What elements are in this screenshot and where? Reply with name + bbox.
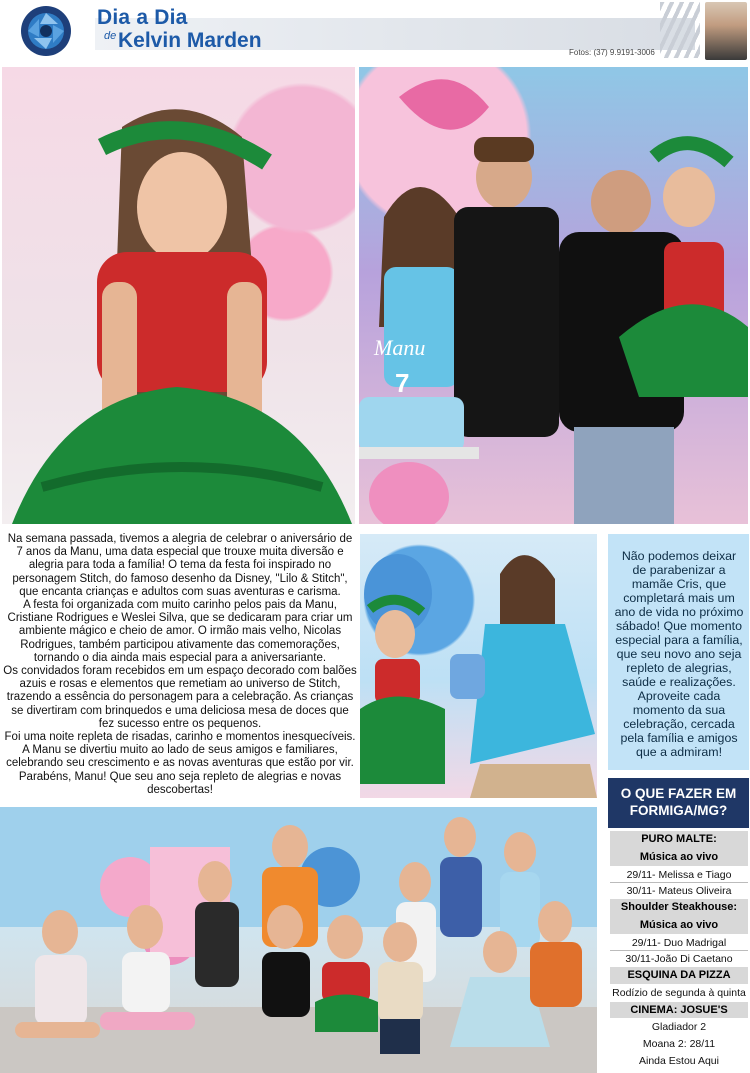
event-line: 30/11-João Di Caetano xyxy=(625,953,733,965)
column-title-line1: Dia a Dia xyxy=(97,6,188,29)
camera-shutter-logo xyxy=(6,4,92,58)
venue-name-cinema-josues: CINEMA: JOSUE'S xyxy=(610,1002,748,1018)
story-paragraph-4: Foi uma noite repleta de risadas, carinho e momentos inesquecíveis. A Manu se divertiu muito ao lado de seus amigos e familiares, celebrando seu crescimento e as novas aventuras que estão por vir. Parabéns, Manu! Que seu ano seja repleto de alegrias e novas descobertas! xyxy=(4,731,356,796)
venue-name-shoulder-steakhouse: Shoulder Steakhouse: xyxy=(610,899,748,916)
event-line: Gladiador 2 xyxy=(651,1021,707,1033)
column-title-line2: Kelvin Marden xyxy=(118,29,262,52)
cake-topper-number: 7 xyxy=(395,368,410,398)
photo-girl-with-mother xyxy=(360,534,597,798)
photo-family-illustration xyxy=(359,67,748,524)
event-line: Moana 2: 28/11 xyxy=(642,1038,716,1050)
photo-family-cake xyxy=(359,67,748,524)
divider xyxy=(610,882,748,883)
photo-mother-illustration xyxy=(360,534,597,798)
story-paragraph-3: Os convidados foram recebidos em um espaço decorado com balões azuis e rosas e elementos que remetiam ao universo de Stitch, trazendo a essência do personagem para a celebração. As crianças se divertiram com brinquedos e uma deliciosa mesa de doces que fez sucesso entre os pequenos. xyxy=(3,665,357,730)
event-line: Rodízio de segunda à quinta xyxy=(612,987,746,999)
birthday-note-text: Não podemos deixar de parabenizar a mamãe Cris, que completará mais um ano de vida no próximo sábado! Que momento especial para a família, que seu novo ano seja repleto de alegrias, saúde e realizações. Aproveite cada momento da sua celebração, cercada pela família e amigos que a admiram! xyxy=(614,549,744,759)
photo-group-kids xyxy=(0,807,597,1073)
story-text xyxy=(3,533,357,797)
story-paragraph-2: A festa foi organizada com muito carinho pelos pais da Manu, Cristiane Rodrigues e Weslei Silva, que se dedicaram para criar um ambiente mágico e cheio de amor. O irmão mais velho, Nicolas Rodrigues, também participou ativamente das comemorações, tornando o dia ainda mais especial para a aniversariante. xyxy=(7,599,353,664)
photo-kids-illustration xyxy=(0,807,597,1073)
column-title-de: de xyxy=(104,30,117,42)
events-heading: O QUE FAZER EM FORMIGA/MG? xyxy=(608,778,749,828)
event-line: 30/11- Mateus Oliveira xyxy=(626,885,732,897)
columnist-portrait xyxy=(705,2,747,60)
venue-subtitle-shoulder-steakhouse: Música ao vivo xyxy=(610,916,748,934)
header-decoration xyxy=(660,2,700,58)
event-line: Ainda Estou Aqui xyxy=(639,1055,719,1067)
venue-name-esquina-da-pizza: ESQUINA DA PIZZA xyxy=(610,967,748,984)
photo-birthday-girl-illustration xyxy=(2,67,355,524)
event-line: 29/11- Melissa e Tiago xyxy=(626,869,732,881)
venue-name-puro-malte: PURO MALTE: xyxy=(610,831,748,848)
cake-topper-name: Manu xyxy=(374,335,426,360)
event-line: 29/11- Duo Madrigal xyxy=(631,937,727,949)
photo-birthday-girl xyxy=(2,67,355,524)
divider xyxy=(610,950,748,951)
story-paragraph-1: Na semana passada, tivemos a alegria de celebrar o aniversário de 7 anos da Manu, uma data especial que trouxe muita diversão e alegria para toda a família! O tema da festa foi inspirado no personagem Stitch, do famoso desenho da Disney, "Lilo & Stitch", que encanta crianças e adultos com suas aventuras e carisma. xyxy=(7,533,353,598)
photo-credit: Fotos: (37) 9.9191-3006 xyxy=(569,48,655,57)
venue-subtitle-puro-malte: Música ao vivo xyxy=(610,848,748,866)
